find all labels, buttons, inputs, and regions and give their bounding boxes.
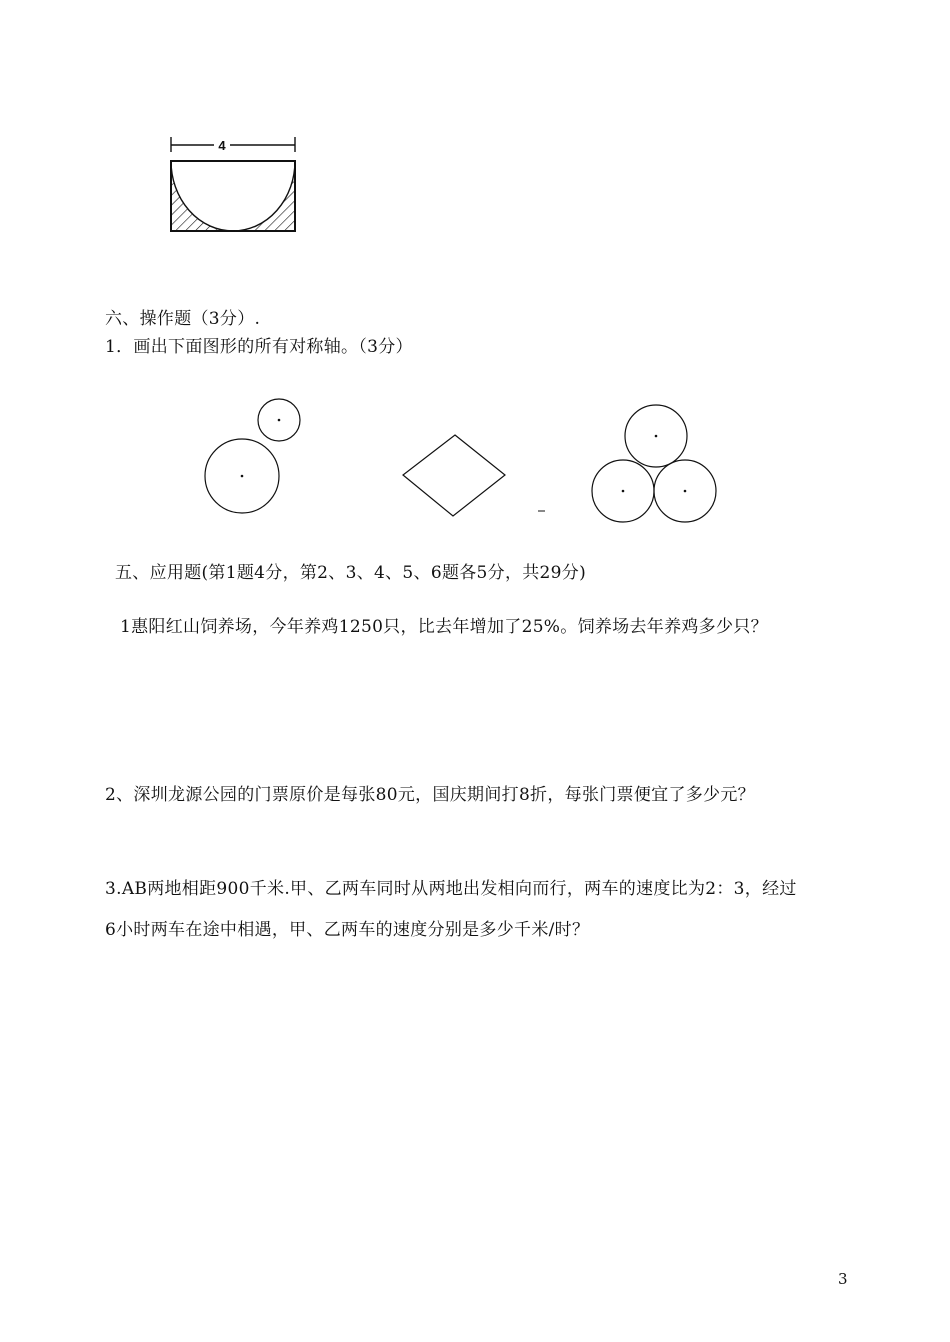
small-circle-center [278,419,281,422]
section5-question-1: 1惠阳红山饲养场，今年养鸡1250只，比去年增加了25%。饲养场去年养鸡多少只？ [120,617,768,637]
section5-question-3-line2: 6小时两车在途中相遇，甲、乙两车的速度分别是多少千米/时？ [105,920,590,940]
section5-question-2: 2、深圳龙源公园的门票原价是每张80元，国庆期间打8折，每张门票便宜了多少元？ [105,785,755,805]
section6-question-1: 1．画出下面图形的所有对称轴。（3分） [105,337,413,357]
shaded-corners [171,161,295,231]
large-circle-center [241,475,244,478]
section6-heading: 六、操作题（3分）. [105,309,261,329]
dimension-label: 4 [218,138,226,153]
rhombus [403,435,505,516]
right-circle-center [684,490,687,493]
page-number: 3 [838,1270,848,1288]
symmetry-figures [0,390,950,570]
left-circle-center [622,490,625,493]
section5-heading: 五、应用题(第1题4分，第2、3、4、5、6题各5分，共29分) [115,563,587,583]
section5-question-3-line1: 3.AB两地相距900千米.甲、乙两车同时从两地出发相向而行，两车的速度比为2：3，经过 [105,879,797,899]
top-circle-center [655,435,658,438]
semicircle-rectangle-figure [0,0,950,260]
